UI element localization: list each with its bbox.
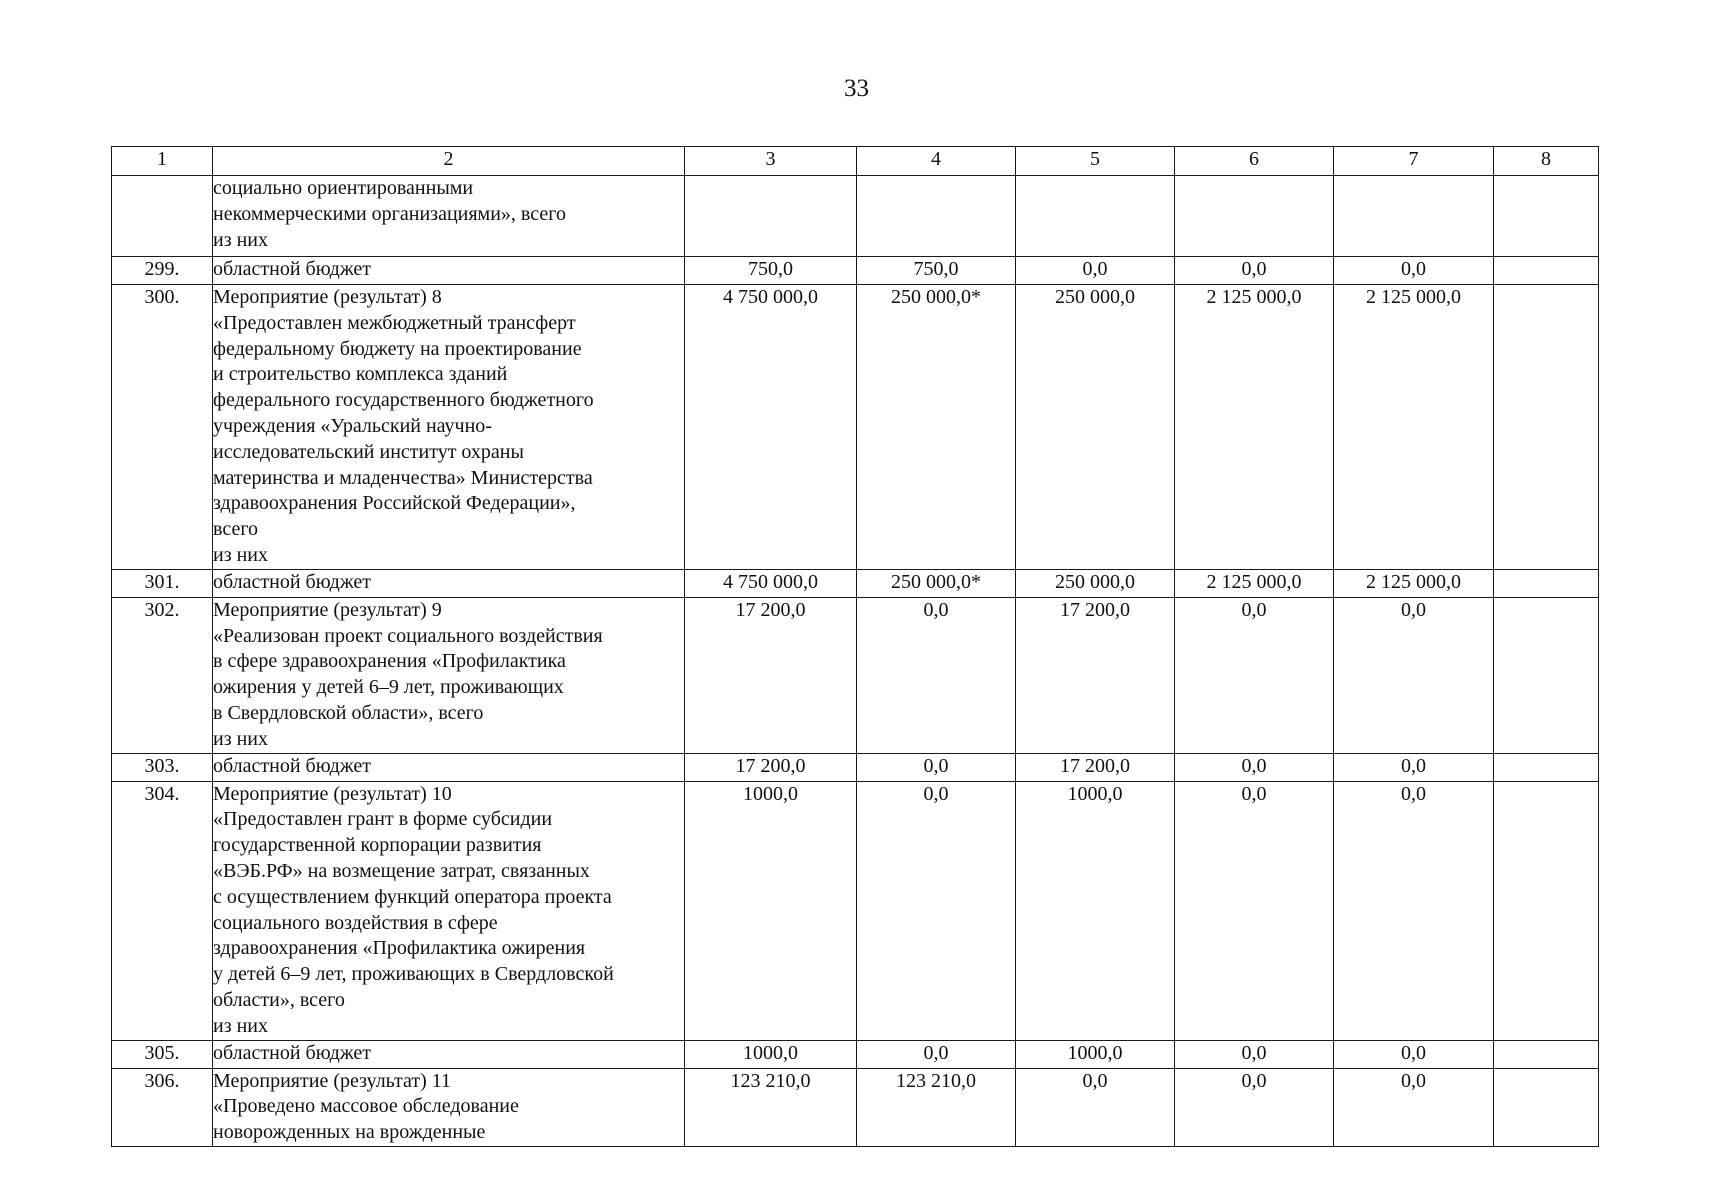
row-description: социально ориентированными некоммерческими организациями», всего из них [213,176,685,257]
value-col8 [1494,1040,1599,1068]
value-col4: 750,0 [857,257,1016,285]
value-col8 [1494,597,1599,753]
value-col5: 17 200,0 [1016,753,1175,781]
value-col5: 250 000,0 [1016,285,1175,570]
table-row [112,569,1599,597]
value-col6: 0,0 [1175,257,1334,285]
value-col5: 250 000,0 [1016,569,1175,597]
value-col8 [1494,753,1599,781]
value-col7: 2 125 000,0 [1334,285,1494,570]
value-col6: 2 125 000,0 [1175,569,1334,597]
value-col8 [1494,569,1599,597]
value-col3: 17 200,0 [685,753,857,781]
value-col6: 0,0 [1175,1068,1334,1146]
table-row [112,1068,1599,1146]
value-col4: 0,0 [857,753,1016,781]
row-description: Мероприятие (результат) 8 «Предоставлен межбюджетный трансферт федеральному бюджету на проектирование и строительство комплекса зданий федерального государственного бюджетного учреждения «Уральский научно- исследовательский институт охраны материнства и младенчества» Министерства здравоохранения Российской Федерации», всего из них [213,285,685,570]
value-col8 [1494,257,1599,285]
header-cell: 2 [213,147,685,176]
value-col3: 1000,0 [685,1040,857,1068]
value-col5: 1000,0 [1016,1040,1175,1068]
value-col4: 123 210,0 [857,1068,1016,1146]
value-col6: 2 125 000,0 [1175,285,1334,570]
page-number: 33 [844,75,869,102]
value-col6: 0,0 [1175,753,1334,781]
header-cell: 8 [1494,147,1599,176]
row-description: Мероприятие (результат) 10 «Предоставлен грант в форме субсидии государственной корпорации развития «ВЭБ.РФ» на возмещение затрат, связанных с осуществлением функций оператора проекта социального воздействия в сфере здравоохранения «Профилактика ожирения у детей 6–9 лет, проживающих в Свердловской области», всего из них [213,781,685,1040]
value-col8 [1494,176,1599,257]
column-number-header [112,147,1599,176]
value-col7: 0,0 [1334,781,1494,1040]
table-row [112,176,1599,257]
value-col3: 4 750 000,0 [685,285,857,570]
value-col4: 250 000,0* [857,569,1016,597]
table-row [112,257,1599,285]
value-col3 [685,176,857,257]
value-col5: 1000,0 [1016,781,1175,1040]
row-description: Мероприятие (результат) 9 «Реализован проект социального воздействия в сфере здравоохранения «Профилактика ожирения у детей 6–9 лет, проживающих в Свердловской области», всего из них [213,597,685,753]
row-number [112,176,213,257]
value-col5: 0,0 [1016,1068,1175,1146]
value-col3: 17 200,0 [685,597,857,753]
value-col8 [1494,781,1599,1040]
row-number: 299. [112,257,213,285]
header-cell: 4 [857,147,1016,176]
header-cell: 3 [685,147,857,176]
value-col6 [1175,176,1334,257]
value-col7 [1334,176,1494,257]
value-col7: 2 125 000,0 [1334,569,1494,597]
row-description: областной бюджет [213,1040,685,1068]
value-col3: 123 210,0 [685,1068,857,1146]
value-col5: 0,0 [1016,257,1175,285]
value-col7: 0,0 [1334,257,1494,285]
table-row [112,781,1599,1040]
value-col4 [857,176,1016,257]
value-col7: 0,0 [1334,1068,1494,1146]
row-description: областной бюджет [213,753,685,781]
value-col7: 0,0 [1334,597,1494,753]
value-col8 [1494,1068,1599,1146]
value-col4: 250 000,0* [857,285,1016,570]
value-col6: 0,0 [1175,1040,1334,1068]
row-number: 302. [112,597,213,753]
value-col7: 0,0 [1334,753,1494,781]
table-row [112,753,1599,781]
row-number: 306. [112,1068,213,1146]
value-col4: 0,0 [857,781,1016,1040]
row-number: 300. [112,285,213,570]
row-number: 301. [112,569,213,597]
row-number: 304. [112,781,213,1040]
table-row [112,1040,1599,1068]
value-col8 [1494,285,1599,570]
header-cell: 5 [1016,147,1175,176]
header-cell: 1 [112,147,213,176]
header-cell: 7 [1334,147,1494,176]
header-cell: 6 [1175,147,1334,176]
value-col6: 0,0 [1175,597,1334,753]
row-number: 305. [112,1040,213,1068]
value-col4: 0,0 [857,1040,1016,1068]
value-col4: 0,0 [857,597,1016,753]
row-number: 303. [112,753,213,781]
table-row [112,285,1599,570]
value-col6: 0,0 [1175,781,1334,1040]
value-col3: 1000,0 [685,781,857,1040]
value-col5: 17 200,0 [1016,597,1175,753]
value-col5 [1016,176,1175,257]
value-col3: 750,0 [685,257,857,285]
budget-table [111,146,1599,1147]
row-description: областной бюджет [213,569,685,597]
value-col3: 4 750 000,0 [685,569,857,597]
value-col7: 0,0 [1334,1040,1494,1068]
row-description: областной бюджет [213,257,685,285]
row-description: Мероприятие (результат) 11 «Проведено массовое обследование новорожденных на врожденные [213,1068,685,1146]
table-row [112,597,1599,753]
